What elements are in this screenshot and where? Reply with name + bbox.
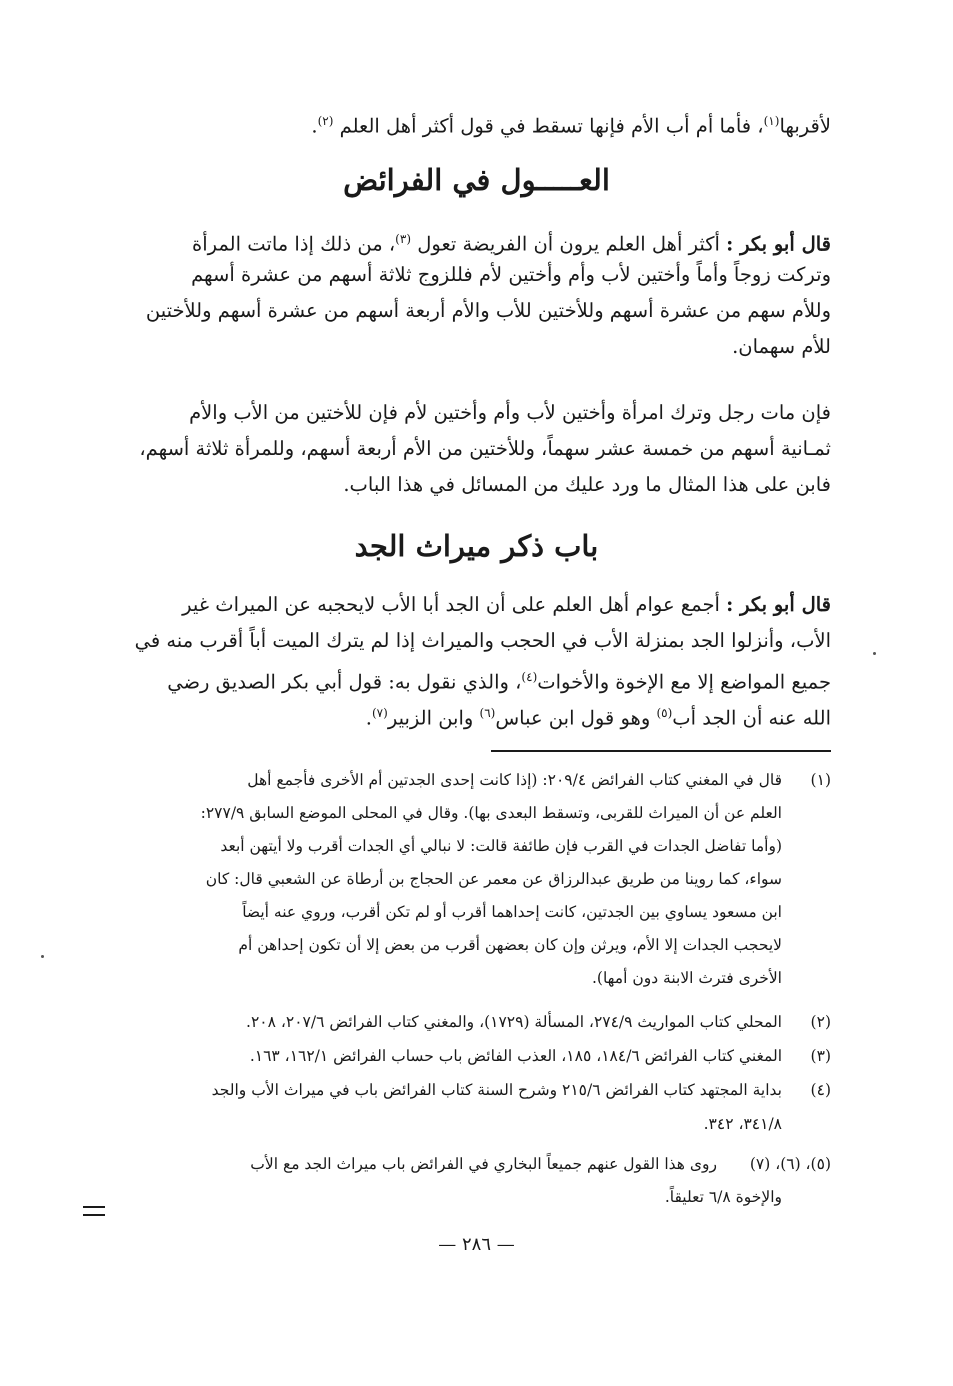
footnote-1-line: قال في المغني كتاب الفرائض ٢٠٩/٤: (إذا كانت إحدى الجدتين أم الأخرى فأجمع أهل: [247, 771, 782, 789]
footnote-1-number: (١): [810, 771, 831, 789]
section-heading-awl: العـــــول في الفرائض: [343, 163, 610, 197]
s2-p1-line3: [167, 662, 831, 698]
footnote-2-line: المحلي كتاب المواريث ٢٧٤/٩، المسألة (١٧٢٩)، والمغني كتاب الفرائض ٢٠٧/٦، ٢٠٨.: [246, 1013, 782, 1031]
s2-p1-line1-a: أجمع عوام أهل العلم على أن الجد أبا الأب لايحجبه عن الميراث غير: [182, 593, 727, 616]
footnote-2-number: (٢): [810, 1013, 831, 1031]
footnote-separator: [491, 750, 831, 752]
footnote-4-number: (٤): [810, 1081, 831, 1099]
s1-p1-line1: [192, 224, 831, 260]
s1-p1-line3: وللأم سهم من عشرة أسهم وللأختين للأب والأم أربعة أسهم من عشرة أسهم وللأختين: [145, 299, 831, 322]
footnote-5-7-line: والإخوة ٦/٨ تعليقاً.: [664, 1188, 782, 1206]
end-of-notes-mark: [83, 1206, 105, 1216]
footnote-1-line: لايحجب الجدات إلا الأم، ويرثن وإن كان بعضهن أقرب من بعض إلا أن تكون إحداهن أم: [238, 936, 782, 954]
s2-p1-line2: الأب، وأنزلوا الجد بمنزلة الأب في الحجب والميراث إذا لم يترك الميت أباً أقرب منه في: [134, 629, 831, 652]
footnote-marker-7: (٧): [371, 706, 388, 720]
s2-p1-line4-d: .: [365, 706, 372, 730]
footnote-marker-6: (٦): [479, 706, 496, 720]
s1-p1-line1-a: أكثر أهل العلم يرون أن الفريضة تعول: [417, 232, 727, 256]
footnote-1-line: العلم عن أن الميراث للقربى، وتسقط البعدى بها). وقال في المحلى الموضع السابق ٢٧٧/٩:: [200, 804, 782, 822]
footnote-marker-3: (٣): [395, 232, 411, 246]
s2-p1-line4-b: وهو قول ابن عباس: [495, 706, 657, 730]
s2-p1-line4: [366, 698, 831, 734]
top-continuation-line: [311, 106, 831, 142]
top-prefix: لأقربها: [779, 114, 831, 138]
page-number: — ٢٨٦ —: [438, 1234, 515, 1255]
s1-p2-line2: ثمـانية أسهم من خمسة عشر سهماً، وللأختين من الأم أربعة أسهم، وللمرأة ثلاثة أسهم،: [139, 437, 831, 460]
s1-p1-line1-b: ، من ذلك إذا ماتت المرأة: [192, 232, 396, 256]
scan-speck: [873, 652, 876, 655]
s1-p1-line2: وتركت زوجاً وأماً وأختين لأب وأم وأختين لأم فللزوج ثلاثة أسهم من عشرة أسهم: [191, 263, 831, 286]
footnote-marker-5: (٥): [656, 706, 673, 720]
footnote-1-line: الأخرى فترث الابنة دون أمها).: [591, 969, 782, 987]
footnote-1-line: (وأما تفاضل الجدات في القرب فإن طائفة قالت: لا نبالي أي الجدات أقرب ولا أيتهن أبعد: [220, 837, 782, 855]
footnote-marker-1: (١): [763, 114, 780, 128]
s2-p1-line1: [182, 590, 831, 620]
footnote-3-number: (٣): [810, 1047, 831, 1065]
footnote-marker-2: (٢): [317, 114, 334, 128]
footnote-4-line: بداية المجتهد كتاب الفرائض ٢١٥/٦ وشرح السنة كتاب الفرائض باب في ميراث الأب والجد: [211, 1081, 782, 1099]
footnote-marker-4: (٤): [521, 670, 538, 684]
s2-p1-line4-a: الله عنه أن الجد أب: [672, 706, 831, 730]
footnote-3-line: المغني كتاب الفرائض ١٨٤/٦، ١٨٥، العذب الفائض باب حساب الفرائض ١٦٢/١، ١٦٣.: [249, 1047, 782, 1065]
footnote-1-line: سواء، كما روينا من طريق عبدالرزاق عن معمر عن الحجاج بن أرطاة عن الشعبي قال: كان: [205, 870, 782, 888]
s2-p1-line3-b: ، والذي نقول به: قول أبي بكر الصديق رضي: [167, 670, 522, 694]
speaker-label: قال أبو بكر :: [726, 232, 831, 256]
scan-speck: [41, 955, 44, 958]
top-middle: ، فأما أم أب الأم فإنها تسقط في قول أكثر أهل العلم: [339, 114, 764, 138]
s1-p2-line1: فإن مات رجل وترك امرأة وأختين لأب وأم وأختين لأم فإن للأختين من الأب والأم: [189, 401, 831, 424]
top-suffix: .: [311, 114, 318, 138]
s1-p1-line4: للأم سهمان.: [732, 335, 831, 358]
footnote-5-7-line: روى هذا القول عنهم جميعاً البخاري في الفرائض باب ميراث الجد مع الأب: [250, 1155, 717, 1173]
s2-p1-line4-c: وابن الزبير: [387, 706, 480, 730]
footnote-5-7-number: (٥)، (٦)، (٧): [749, 1155, 831, 1173]
section-heading-grandfather: باب ذكر ميراث الجد: [354, 529, 599, 563]
speaker-label: قال أبو بكر :: [726, 593, 831, 616]
s1-p2-line3: فابن على هذا المثال ما ورد عليك من المسائل في هذا الباب.: [343, 473, 831, 496]
footnote-4-line: ٣٤١/٨، ٣٤٢.: [703, 1115, 782, 1133]
footnote-1-line: ابن مسعود يساوي بين الجدتين، كانت إحداهما أقرب أو لم تكن أقرب، وروي عنه أيضاً: [242, 903, 782, 921]
s2-p1-line3-a: جميع المواضع إلا مع الإخوة والأخوات: [537, 670, 831, 694]
